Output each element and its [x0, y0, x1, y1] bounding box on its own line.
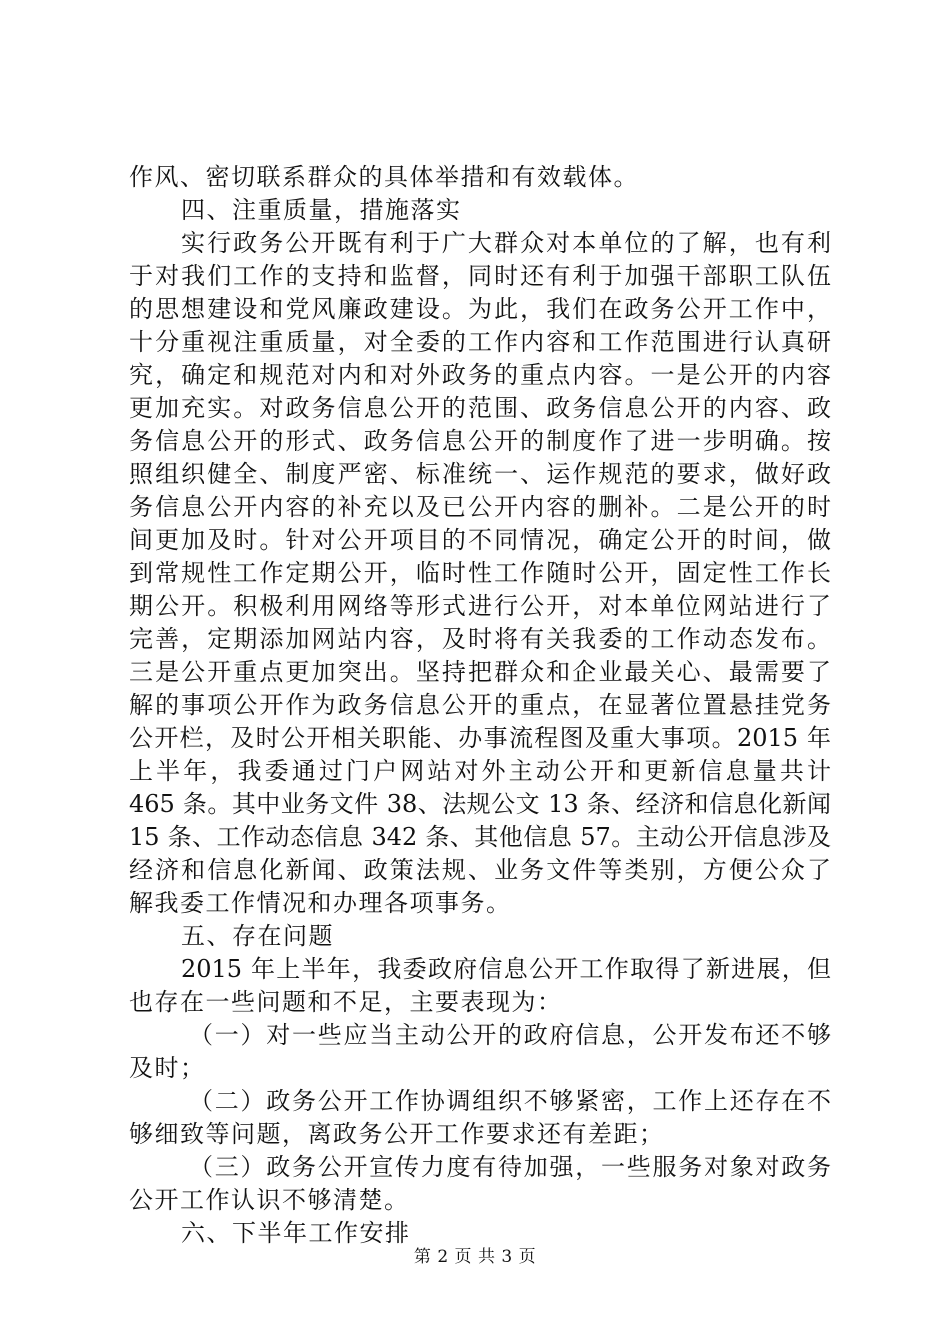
paragraph-line: 务信息公开内容的补充以及已公开内容的删补。二是公开的时 — [129, 493, 831, 521]
paragraph-line: 2015 年上半年，我委政府信息公开工作取得了新进展，但 — [181, 955, 831, 983]
paragraph-line: 解我委工作情况和办理各项事务。 — [129, 889, 512, 917]
paragraph-line: 15 条、工作动态信息 342 条、其他信息 57。主动公开信息涉及 — [129, 823, 831, 851]
list-item-line: 公开工作认识不够清楚。 — [129, 1186, 410, 1214]
document-body — [129, 161, 831, 1250]
section-heading: 五、存在问题 — [181, 922, 334, 950]
paragraph-line: 465 条。其中业务文件 38、法规公文 13 条、经济和信息化新闻 — [129, 790, 831, 818]
paragraph-line: 究，确定和规范对内和对外政务的重点内容。一是公开的内容 — [129, 361, 831, 389]
list-item-line: 及时； — [129, 1054, 206, 1082]
paragraph-line: 完善，定期添加网站内容，及时将有关我委的工作动态发布。 — [129, 625, 831, 653]
paragraph-line: 作风、密切联系群众的具体举措和有效载体。 — [129, 163, 639, 191]
list-item-line: 够细致等问题，离政务公开工作要求还有差距； — [129, 1120, 665, 1148]
paragraph-line: 解的事项公开作为政务信息公开的重点，在显著位置悬挂党务 — [129, 691, 831, 719]
paragraph-line: 公开栏，及时公开相关职能、办事流程图及重大事项。2015 年 — [129, 724, 831, 752]
paragraph-line: 间更加及时。针对公开项目的不同情况，确定公开的时间，做 — [129, 526, 831, 554]
paragraph-line: 上半年，我委通过门户网站对外主动公开和更新信息量共计 — [129, 757, 831, 785]
section-heading: 四、注重质量，措施落实 — [181, 196, 462, 224]
paragraph-line: 三是公开重点更加突出。坚持把群众和企业最关心、最需要了 — [129, 658, 831, 686]
paragraph-line: 于对我们工作的支持和监督，同时还有利于加强干部职工队伍 — [129, 262, 831, 290]
paragraph-line: 十分重视注重质量，对全委的工作内容和工作范围进行认真研 — [129, 328, 831, 356]
section-heading: 六、下半年工作安排 — [181, 1219, 411, 1247]
paragraph-line: 到常规性工作定期公开，临时性工作随时公开，固定性工作长 — [129, 559, 831, 587]
paragraph-line: 更加充实。对政务信息公开的范围、政务信息公开的内容、政 — [129, 394, 831, 422]
paragraph-line: 务信息公开的形式、政务信息公开的制度作了进一步明确。按 — [129, 427, 831, 455]
paragraph-line: 的思想建设和党风廉政建设。为此，我们在政务公开工作中， — [129, 295, 831, 323]
paragraph-line: 实行政务公开既有利于广大群众对本单位的了解，也有利 — [181, 229, 831, 257]
paragraph-line: 经济和信息化新闻、政策法规、业务文件等类别，方便公众了 — [129, 856, 831, 884]
paragraph-line: 也存在一些问题和不足，主要表现为： — [129, 988, 563, 1016]
page-number-footer: 第 2 页 共 3 页 — [413, 1247, 537, 1267]
paragraph-line: 照组织健全、制度严密、标准统一、运作规范的要求，做好政 — [129, 460, 831, 488]
list-item-line: （一）对一些应当主动公开的政府信息，公开发布还不够 — [189, 1021, 831, 1049]
paragraph-line: 期公开。积极利用网络等形式进行公开，对本单位网站进行了 — [129, 592, 831, 620]
list-item-line: （二）政务公开工作协调组织不够紧密，工作上还存在不 — [189, 1087, 831, 1115]
list-item-line: （三）政务公开宣传力度有待加强，一些服务对象对政务 — [189, 1153, 831, 1181]
